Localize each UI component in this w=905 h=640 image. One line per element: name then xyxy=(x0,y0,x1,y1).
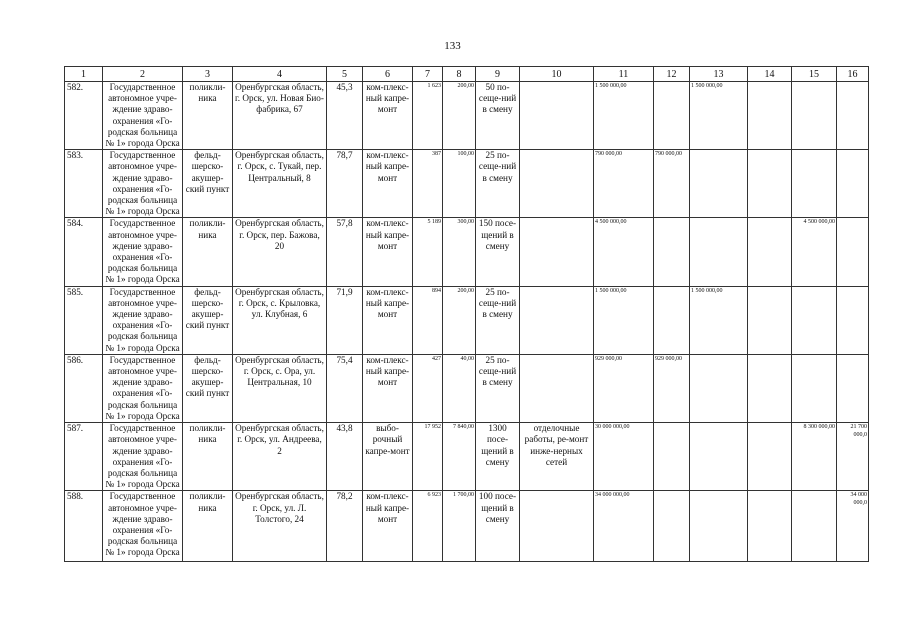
col7-value: 6 923 xyxy=(413,491,443,562)
col14-amount xyxy=(748,423,792,491)
area: 78,7 xyxy=(327,150,363,218)
table-row xyxy=(65,423,869,491)
table-body xyxy=(65,82,869,562)
col8-value: 1 700,00 xyxy=(443,491,476,562)
col12-amount xyxy=(654,491,690,562)
area: 43,8 xyxy=(327,423,363,491)
col13-amount: 1 500 000,00 xyxy=(690,286,748,354)
table-row xyxy=(65,286,869,354)
column-header: 1 xyxy=(65,67,103,82)
facility-type: поликли-ника xyxy=(183,423,233,491)
col12-amount xyxy=(654,82,690,150)
address: Оренбургская область, г. Орск, с. Ора, ул. Центральная, 10 xyxy=(233,354,327,422)
row-number: 583. xyxy=(65,150,103,218)
facility-type: фельд-шерско-акушер-ский пункт xyxy=(183,354,233,422)
row-number: 585. xyxy=(65,286,103,354)
works-description xyxy=(520,354,594,422)
column-header: 16 xyxy=(837,67,869,82)
col14-amount xyxy=(748,286,792,354)
col8-value: 200,00 xyxy=(443,286,476,354)
area: 71,9 xyxy=(327,286,363,354)
address: Оренбургская область, г. Орск, ул. Л. Толстого, 24 xyxy=(233,491,327,562)
organization: Государственное автономное учре-ждение здраво-охранения «Го-родская больница № 1» города Орска xyxy=(103,354,183,422)
works-description xyxy=(520,491,594,562)
column-header: 4 xyxy=(233,67,327,82)
col15-amount: 4 500 000,00 xyxy=(792,218,837,286)
column-header: 3 xyxy=(183,67,233,82)
total-amount: 929 000,00 xyxy=(594,354,654,422)
row-number: 586. xyxy=(65,354,103,422)
col13-amount: 1 500 000,00 xyxy=(690,82,748,150)
column-header: 2 xyxy=(103,67,183,82)
col15-amount xyxy=(792,286,837,354)
col12-amount xyxy=(654,423,690,491)
col14-amount xyxy=(748,82,792,150)
col8-value: 300,00 xyxy=(443,218,476,286)
col7-value: 427 xyxy=(413,354,443,422)
works-description: отделочные работы, ре-монт инже-нерных сетей xyxy=(520,423,594,491)
col16-amount: 21 700 000,0 xyxy=(837,423,869,491)
col7-value: 17 952 xyxy=(413,423,443,491)
col7-value: 5 189 xyxy=(413,218,443,286)
column-header: 14 xyxy=(748,67,792,82)
organization: Государственное автономное учре-ждение здраво-охранения «Го-родская больница № 1» города Орска xyxy=(103,423,183,491)
organization: Государственное автономное учре-ждение здраво-охранения «Го-родская больница № 1» города Орска xyxy=(103,82,183,150)
area: 75,4 xyxy=(327,354,363,422)
column-header: 10 xyxy=(520,67,594,82)
organization: Государственное автономное учре-ждение здраво-охранения «Го-родская больница № 1» города Орска xyxy=(103,491,183,562)
column-header: 9 xyxy=(476,67,520,82)
repair-type: ком-плекс-ный капре-монт xyxy=(363,491,413,562)
column-header: 8 xyxy=(443,67,476,82)
col16-amount xyxy=(837,286,869,354)
repair-type: ком-плекс-ный капре-монт xyxy=(363,218,413,286)
col14-amount xyxy=(748,150,792,218)
area: 78,2 xyxy=(327,491,363,562)
area: 57,8 xyxy=(327,218,363,286)
col14-amount xyxy=(748,218,792,286)
col13-amount xyxy=(690,354,748,422)
col8-value: 40,00 xyxy=(443,354,476,422)
col7-value: 894 xyxy=(413,286,443,354)
capacity: 1300 посе-щений в смену xyxy=(476,423,520,491)
row-number: 582. xyxy=(65,82,103,150)
column-header: 12 xyxy=(654,67,690,82)
total-amount: 1 500 000,00 xyxy=(594,82,654,150)
col12-amount xyxy=(654,286,690,354)
total-amount: 4 500 000,00 xyxy=(594,218,654,286)
facility-type: поликли-ника xyxy=(183,491,233,562)
organization: Государственное автономное учре-ждение здраво-охранения «Го-родская больница № 1» города Орска xyxy=(103,286,183,354)
col12-amount: 790 000,00 xyxy=(654,150,690,218)
header-row xyxy=(65,67,869,82)
col13-amount xyxy=(690,423,748,491)
col8-value: 200,00 xyxy=(443,82,476,150)
column-header: 5 xyxy=(327,67,363,82)
facility-type: фельд-шерско-акушер-ский пункт xyxy=(183,150,233,218)
organization: Государственное автономное учре-ждение здраво-охранения «Го-родская больница № 1» города Орска xyxy=(103,218,183,286)
capacity: 25 по-сеще-ний в смену xyxy=(476,150,520,218)
total-amount: 34 000 000,00 xyxy=(594,491,654,562)
column-header: 6 xyxy=(363,67,413,82)
address: Оренбургская область, г. Орск, ул. Новая Био-фабрика, 67 xyxy=(233,82,327,150)
col8-value: 100,00 xyxy=(443,150,476,218)
col15-amount xyxy=(792,150,837,218)
col14-amount xyxy=(748,491,792,562)
facility-type: поликли-ника xyxy=(183,218,233,286)
col13-amount xyxy=(690,150,748,218)
col14-amount xyxy=(748,354,792,422)
address: Оренбургская область, г. Орск, с. Тукай, пер. Центральный, 8 xyxy=(233,150,327,218)
repair-type: ком-плекс-ный капре-монт xyxy=(363,82,413,150)
col16-amount xyxy=(837,354,869,422)
col15-amount: 8 300 000,00 xyxy=(792,423,837,491)
capacity: 100 посе-щений в смену xyxy=(476,491,520,562)
col12-amount xyxy=(654,218,690,286)
total-amount: 1 500 000,00 xyxy=(594,286,654,354)
works-description xyxy=(520,150,594,218)
col13-amount xyxy=(690,491,748,562)
col15-amount xyxy=(792,82,837,150)
total-amount: 30 000 000,00 xyxy=(594,423,654,491)
capacity: 150 посе-щений в смену xyxy=(476,218,520,286)
table-row xyxy=(65,150,869,218)
repair-type: выбо-рочный капре-монт xyxy=(363,423,413,491)
col7-value: 387 xyxy=(413,150,443,218)
area: 45,3 xyxy=(327,82,363,150)
column-header: 11 xyxy=(594,67,654,82)
works-description xyxy=(520,82,594,150)
table-row xyxy=(65,354,869,422)
works-description xyxy=(520,218,594,286)
table-row xyxy=(65,491,869,562)
row-number: 587. xyxy=(65,423,103,491)
column-header: 7 xyxy=(413,67,443,82)
organization: Государственное автономное учре-ждение здраво-охранения «Го-родская больница № 1» города Орска xyxy=(103,150,183,218)
data-table xyxy=(64,66,869,562)
column-header: 15 xyxy=(792,67,837,82)
works-description xyxy=(520,286,594,354)
col12-amount: 929 000,00 xyxy=(654,354,690,422)
table-row xyxy=(65,82,869,150)
column-header: 13 xyxy=(690,67,748,82)
address: Оренбургская область, г. Орск, ул. Андреева, 2 xyxy=(233,423,327,491)
capacity: 25 по-сеще-ний в смену xyxy=(476,286,520,354)
table-row xyxy=(65,218,869,286)
address: Оренбургская область, г. Орск, с. Крыловка, ул. Клубная, 6 xyxy=(233,286,327,354)
capacity: 50 по-сеще-ний в смену xyxy=(476,82,520,150)
col16-amount xyxy=(837,150,869,218)
total-amount: 790 000,00 xyxy=(594,150,654,218)
col16-amount xyxy=(837,218,869,286)
col16-amount xyxy=(837,82,869,150)
col16-amount: 34 000 000,0 xyxy=(837,491,869,562)
repair-type: ком-плекс-ный капре-монт xyxy=(363,150,413,218)
row-number: 584. xyxy=(65,218,103,286)
page-number: 133 xyxy=(444,40,461,52)
col15-amount xyxy=(792,491,837,562)
col13-amount xyxy=(690,218,748,286)
capacity: 25 по-сеще-ний в смену xyxy=(476,354,520,422)
facility-type: поликли-ника xyxy=(183,82,233,150)
col7-value: 1 623 xyxy=(413,82,443,150)
repair-type: ком-плекс-ный капре-монт xyxy=(363,354,413,422)
col8-value: 7 840,00 xyxy=(443,423,476,491)
col15-amount xyxy=(792,354,837,422)
repair-type: ком-плекс-ный капре-монт xyxy=(363,286,413,354)
address: Оренбургская область, г. Орск, пер. Бажова, 20 xyxy=(233,218,327,286)
row-number: 588. xyxy=(65,491,103,562)
facility-type: фельд-шерско-акушер-ский пункт xyxy=(183,286,233,354)
